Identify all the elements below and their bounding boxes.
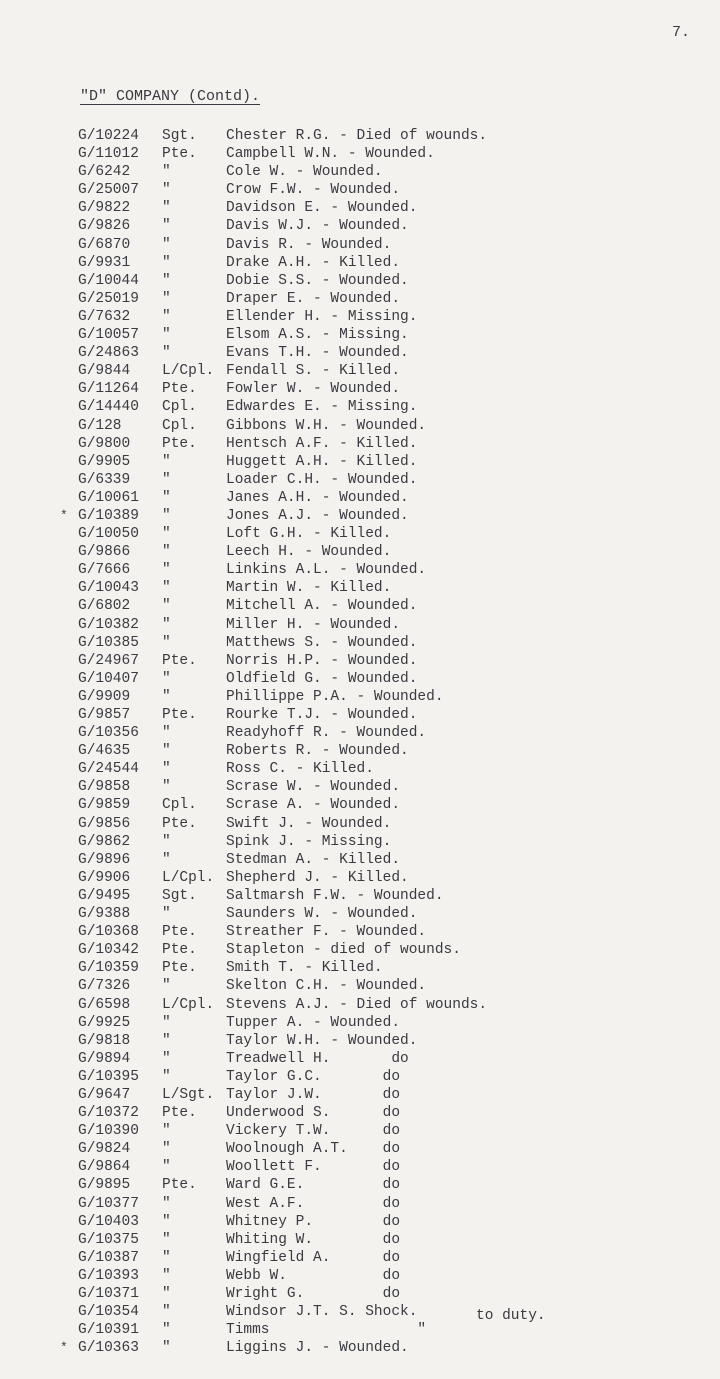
list-item: [0, 525, 720, 543]
list-item: [0, 833, 720, 851]
rank: Cpl.: [162, 797, 197, 814]
casualty-entry: Evans T.H. - Wounded.: [226, 345, 409, 362]
service-number: G/6598: [78, 996, 131, 1013]
casualty-entry: West A.F. do: [226, 1195, 401, 1212]
service-number: G/9822: [78, 200, 131, 217]
list-item: [0, 941, 720, 959]
service-number: G/10368: [78, 924, 139, 941]
rank: ": [162, 164, 171, 181]
casualty-entry: Scrase W. - Wounded.: [226, 779, 401, 796]
list-item: [0, 796, 720, 814]
rank: ": [162, 1159, 171, 1176]
service-number: G/10356: [78, 725, 139, 742]
service-number: G/10342: [78, 942, 139, 959]
list-item: [0, 760, 720, 778]
casualty-entry: Stedman A. - Killed.: [226, 851, 401, 868]
list-item: [0, 887, 720, 905]
casualty-entry: Hentsch A.F. - Killed.: [226, 435, 418, 452]
rank: Pte.: [162, 146, 197, 163]
rank: ": [162, 688, 171, 705]
service-number: G/10371: [78, 1286, 139, 1302]
casualty-entry: Davis W.J. - Wounded.: [226, 218, 409, 235]
casualty-entry: Cole W. - Wounded.: [226, 164, 383, 181]
service-number: G/9925: [78, 1014, 131, 1031]
casualty-entry: Draper E. - Wounded.: [226, 290, 401, 307]
service-number: G/7666: [78, 562, 131, 579]
list-item: [0, 688, 720, 706]
list-item: [0, 1032, 720, 1050]
rank: Pte.: [162, 1177, 197, 1194]
rank: Sgt.: [162, 887, 197, 904]
list-item: [0, 742, 720, 760]
casualty-entry: Ross C. - Killed.: [226, 761, 374, 778]
casualty-entry: Stapleton - died of wounds.: [226, 942, 461, 959]
rank: Pte.: [162, 960, 197, 977]
service-number: G/10044: [78, 272, 139, 289]
service-number: G/9864: [78, 1159, 131, 1176]
casualty-list: [0, 127, 720, 1357]
service-number: G/9895: [78, 1177, 131, 1194]
rank: ": [162, 1286, 171, 1302]
rank: ": [162, 218, 171, 235]
casualty-entry: Campbell W.N. - Wounded.: [226, 146, 435, 163]
casualty-entry: Webb W. do: [226, 1267, 401, 1284]
list-item: [0, 127, 720, 145]
rank: ": [162, 489, 171, 506]
casualty-entry: Skelton C.H. - Wounded.: [226, 978, 427, 995]
casualty-entry: Oldfield G. - Wounded.: [226, 670, 418, 687]
rank: ": [162, 851, 171, 868]
service-number: G/10385: [78, 634, 139, 651]
list-item: [0, 1339, 720, 1357]
service-number: G/9859: [78, 797, 131, 814]
margin-note: to duty.: [476, 1308, 546, 1324]
service-number: G/11012: [78, 146, 139, 163]
rank: ": [162, 978, 171, 995]
service-number: G/6802: [78, 598, 131, 615]
casualty-entry: Smith T. - Killed.: [226, 960, 383, 977]
list-item: [0, 815, 720, 833]
rank: ": [162, 1050, 171, 1067]
list-item: [0, 380, 720, 398]
list-item: [0, 1086, 720, 1104]
casualty-entry: Huggett A.H. - Killed.: [226, 453, 418, 470]
rank: ": [162, 544, 171, 561]
list-item: [0, 778, 720, 796]
casualty-entry: Tupper A. - Wounded.: [226, 1014, 401, 1031]
service-number: G/10389: [78, 507, 139, 524]
rank: ": [162, 308, 171, 325]
list-item: [0, 634, 720, 652]
list-item: [0, 1068, 720, 1086]
service-number: G/10395: [78, 1068, 139, 1085]
service-number: G/10382: [78, 616, 139, 633]
rank: ": [162, 345, 171, 362]
casualty-entry: Windsor J.T. S. Shock.: [226, 1304, 418, 1321]
list-item: [0, 851, 720, 869]
service-number: G/128: [78, 417, 122, 434]
casualty-entry: Fendall S. - Killed.: [226, 363, 401, 380]
casualty-entry: Phillippe P.A. - Wounded.: [226, 688, 444, 705]
list-item: [0, 1321, 720, 1339]
casualty-entry: Whiting W. do: [226, 1231, 401, 1248]
service-number: G/4635: [78, 743, 131, 760]
list-item: [0, 977, 720, 995]
rank: ": [162, 526, 171, 543]
casualty-entry: Saltmarsh F.W. - Wounded.: [226, 887, 444, 904]
service-number: G/9906: [78, 869, 131, 886]
list-item: [0, 1249, 720, 1267]
casualty-entry: Scrase A. - Wounded.: [226, 797, 401, 814]
service-number: G/9826: [78, 218, 131, 235]
casualty-entry: Woollett F. do: [226, 1159, 401, 1176]
rank: ": [162, 1213, 171, 1230]
casualty-entry: Mitchell A. - Wounded.: [226, 598, 418, 615]
casualty-entry: Matthews S. - Wounded.: [226, 634, 418, 651]
service-number: G/9894: [78, 1050, 131, 1067]
list-item: [0, 1195, 720, 1213]
casualty-entry: Taylor J.W. do: [226, 1086, 401, 1103]
list-item: [0, 471, 720, 489]
list-item: [0, 489, 720, 507]
list-item: [0, 1267, 720, 1285]
casualty-entry: Elsom A.S. - Missing.: [226, 327, 409, 344]
rank: ": [162, 1014, 171, 1031]
service-number: G/10393: [78, 1267, 139, 1284]
service-number: G/10372: [78, 1105, 139, 1122]
list-item: [0, 181, 720, 199]
rank: ": [162, 743, 171, 760]
service-number: G/10359: [78, 960, 139, 977]
service-number: G/9857: [78, 707, 131, 723]
list-item: [0, 670, 720, 688]
casualty-entry: Crow F.W. - Wounded.: [226, 182, 401, 199]
list-item: [0, 217, 720, 235]
casualty-entry: Streather F. - Wounded.: [226, 924, 427, 941]
rank: ": [162, 725, 171, 742]
casualty-entry: Stevens A.J. - Died of wounds.: [226, 996, 488, 1013]
rank: ": [162, 254, 171, 271]
service-number: G/10391: [78, 1322, 139, 1339]
casualty-entry: Wingfield A. do: [226, 1249, 401, 1266]
casualty-entry: Edwardes E. - Missing.: [226, 399, 418, 416]
rank: ": [162, 471, 171, 488]
list-item: [0, 905, 720, 923]
rank: ": [162, 779, 171, 796]
list-item: [0, 163, 720, 181]
list-item: [0, 1231, 720, 1249]
casualty-entry: Linkins A.L. - Wounded.: [226, 562, 427, 579]
list-item: [0, 959, 720, 977]
casualty-entry: Readyhoff R. - Wounded.: [226, 725, 427, 742]
service-number: G/25019: [78, 290, 139, 307]
rank: ": [162, 580, 171, 597]
list-item: [0, 1303, 720, 1321]
casualty-entry: Timms ": [226, 1322, 427, 1339]
service-number: G/6339: [78, 471, 131, 488]
service-number: G/10224: [78, 128, 139, 144]
service-number: G/10407: [78, 670, 139, 687]
casualty-entry: Spink J. - Missing.: [226, 833, 392, 850]
service-number: G/9905: [78, 453, 131, 470]
service-number: G/9844: [78, 363, 131, 380]
service-number: G/9856: [78, 815, 131, 832]
service-number: G/10377: [78, 1195, 139, 1212]
list-item: [0, 435, 720, 453]
service-number: G/24967: [78, 652, 139, 669]
casualty-entry: Dobie S.S. - Wounded.: [226, 272, 409, 289]
casualty-entry: Leech H. - Wounded.: [226, 544, 392, 561]
service-number: G/14440: [78, 399, 139, 416]
rank: ": [162, 1249, 171, 1266]
list-item: [0, 996, 720, 1014]
rank: Cpl.: [162, 399, 197, 416]
casualty-entry: Gibbons W.H. - Wounded.: [226, 417, 427, 434]
service-number: G/10375: [78, 1231, 139, 1248]
rank: ": [162, 1068, 171, 1085]
service-number: G/24863: [78, 345, 139, 362]
list-item: [0, 616, 720, 634]
service-number: G/9909: [78, 688, 131, 705]
list-item: [0, 1285, 720, 1303]
rank: ": [162, 761, 171, 778]
service-number: G/6870: [78, 236, 131, 253]
casualty-entry: Loft G.H. - Killed.: [226, 526, 392, 543]
rank: Pte.: [162, 1105, 197, 1122]
service-number: G/9388: [78, 906, 131, 923]
rank: ": [162, 507, 171, 524]
section-heading: "D" COMPANY (Contd).: [80, 88, 261, 105]
casualty-entry: Saunders W. - Wounded.: [226, 906, 418, 923]
service-number: G/7632: [78, 308, 131, 325]
service-number: G/9495: [78, 887, 131, 904]
casualty-entry: Wright G. do: [226, 1286, 401, 1302]
rank: ": [162, 634, 171, 651]
casualty-entry: Ward G.E. do: [226, 1177, 401, 1194]
rank: L/Cpl.: [162, 363, 215, 380]
casualty-entry: Treadwell H. do: [226, 1050, 409, 1067]
rank: ": [162, 1304, 171, 1321]
list-item: [0, 1014, 720, 1032]
list-item: [0, 543, 720, 561]
rank: ": [162, 327, 171, 344]
casualty-entry: Janes A.H. - Wounded.: [226, 489, 409, 506]
list-item: [0, 308, 720, 326]
rank: L/Sgt.: [162, 1086, 215, 1103]
rank: ": [162, 1032, 171, 1049]
list-item: [0, 1104, 720, 1122]
casualty-entry: Underwood S. do: [226, 1105, 401, 1122]
service-number: G/10043: [78, 580, 139, 597]
asterisk-marker: *: [60, 507, 68, 523]
list-item: [0, 199, 720, 217]
list-item: [0, 145, 720, 163]
list-item: [0, 417, 720, 435]
list-item: [0, 1213, 720, 1231]
casualty-entry: Drake A.H. - Killed.: [226, 254, 401, 271]
service-number: G/9866: [78, 544, 131, 561]
casualty-entry: Davis R. - Wounded.: [226, 236, 392, 253]
rank: L/Cpl.: [162, 996, 215, 1013]
list-item: [0, 1158, 720, 1176]
rank: ": [162, 833, 171, 850]
list-item: [0, 236, 720, 254]
rank: Cpl.: [162, 417, 197, 434]
rank: ": [162, 290, 171, 307]
list-item: [0, 272, 720, 290]
rank: ": [162, 1231, 171, 1248]
casualty-entry: Roberts R. - Wounded.: [226, 743, 409, 760]
rank: Pte.: [162, 815, 197, 832]
list-item: [0, 652, 720, 670]
list-item: [0, 290, 720, 308]
service-number: G/10363: [78, 1340, 139, 1357]
casualty-entry: Fowler W. - Wounded.: [226, 381, 401, 398]
asterisk-marker: *: [60, 1340, 68, 1356]
list-item: [0, 923, 720, 941]
rank: ": [162, 1267, 171, 1284]
service-number: G/9647: [78, 1086, 131, 1103]
service-number: G/10057: [78, 327, 139, 344]
service-number: G/9862: [78, 833, 131, 850]
casualty-entry: Taylor G.C. do: [226, 1068, 401, 1085]
service-number: G/9818: [78, 1032, 131, 1049]
casualty-entry: Swift J. - Wounded.: [226, 815, 392, 832]
rank: ": [162, 598, 171, 615]
rank: ": [162, 670, 171, 687]
rank: Pte.: [162, 435, 197, 452]
service-number: G/6242: [78, 164, 131, 181]
casualty-entry: Taylor W.H. - Wounded.: [226, 1032, 418, 1049]
casualty-entry: Miller H. - Wounded.: [226, 616, 401, 633]
list-item: [0, 706, 720, 724]
list-item: [0, 362, 720, 380]
service-number: G/10061: [78, 489, 139, 506]
rank: ": [162, 906, 171, 923]
service-number: G/10354: [78, 1304, 139, 1321]
list-item: [0, 326, 720, 344]
casualty-entry: Martin W. - Killed.: [226, 580, 392, 597]
list-item: [0, 507, 720, 525]
rank: Pte.: [162, 707, 197, 723]
rank: Pte.: [162, 942, 197, 959]
list-item: [0, 344, 720, 362]
service-number: G/11264: [78, 381, 139, 398]
service-number: G/9931: [78, 254, 131, 271]
casualty-entry: Whitney P. do: [226, 1213, 401, 1230]
rank: ": [162, 1123, 171, 1140]
rank: ": [162, 1322, 171, 1339]
rank: ": [162, 200, 171, 217]
list-item: [0, 869, 720, 887]
rank: Pte.: [162, 652, 197, 669]
rank: ": [162, 616, 171, 633]
list-item: [0, 1050, 720, 1068]
rank: ": [162, 182, 171, 199]
page-number: 7.: [672, 24, 691, 41]
service-number: G/25007: [78, 182, 139, 199]
rank: Pte.: [162, 924, 197, 941]
service-number: G/9800: [78, 435, 131, 452]
casualty-entry: Rourke T.J. - Wounded.: [226, 707, 418, 723]
rank: Sgt.: [162, 128, 197, 144]
list-item: [0, 1140, 720, 1158]
casualty-entry: Woolnough A.T. do: [226, 1141, 401, 1158]
rank: Pte.: [162, 381, 197, 398]
service-number: G/10403: [78, 1213, 139, 1230]
service-number: G/9858: [78, 779, 131, 796]
list-item: [0, 1122, 720, 1140]
service-number: G/24544: [78, 761, 139, 778]
casualty-entry: Loader C.H. - Wounded.: [226, 471, 418, 488]
casualty-entry: Chester R.G. - Died of wounds.: [226, 128, 488, 144]
list-item: [0, 254, 720, 272]
casualty-entry: Vickery T.W. do: [226, 1123, 401, 1140]
service-number: G/9896: [78, 851, 131, 868]
list-item: [0, 579, 720, 597]
rank: L/Cpl.: [162, 869, 215, 886]
list-item: [0, 561, 720, 579]
casualty-entry: Ellender H. - Missing.: [226, 308, 418, 325]
service-number: G/10387: [78, 1249, 139, 1266]
service-number: G/9824: [78, 1141, 131, 1158]
rank: ": [162, 1141, 171, 1158]
service-number: G/10390: [78, 1123, 139, 1140]
service-number: G/10050: [78, 526, 139, 543]
rank: ": [162, 236, 171, 253]
casualty-entry: Shepherd J. - Killed.: [226, 869, 409, 886]
rank: ": [162, 1340, 171, 1357]
rank: ": [162, 272, 171, 289]
casualty-entry: Jones A.J. - Wounded.: [226, 507, 409, 524]
casualty-entry: Liggins J. - Wounded.: [226, 1340, 409, 1357]
list-item: [0, 724, 720, 742]
list-item: [0, 453, 720, 471]
rank: ": [162, 562, 171, 579]
casualty-entry: Davidson E. - Wounded.: [226, 200, 418, 217]
list-item: [0, 398, 720, 416]
list-item: [0, 597, 720, 615]
rank: ": [162, 1195, 171, 1212]
service-number: G/7326: [78, 978, 131, 995]
rank: ": [162, 453, 171, 470]
casualty-entry: Norris H.P. - Wounded.: [226, 652, 418, 669]
list-item: [0, 1176, 720, 1194]
